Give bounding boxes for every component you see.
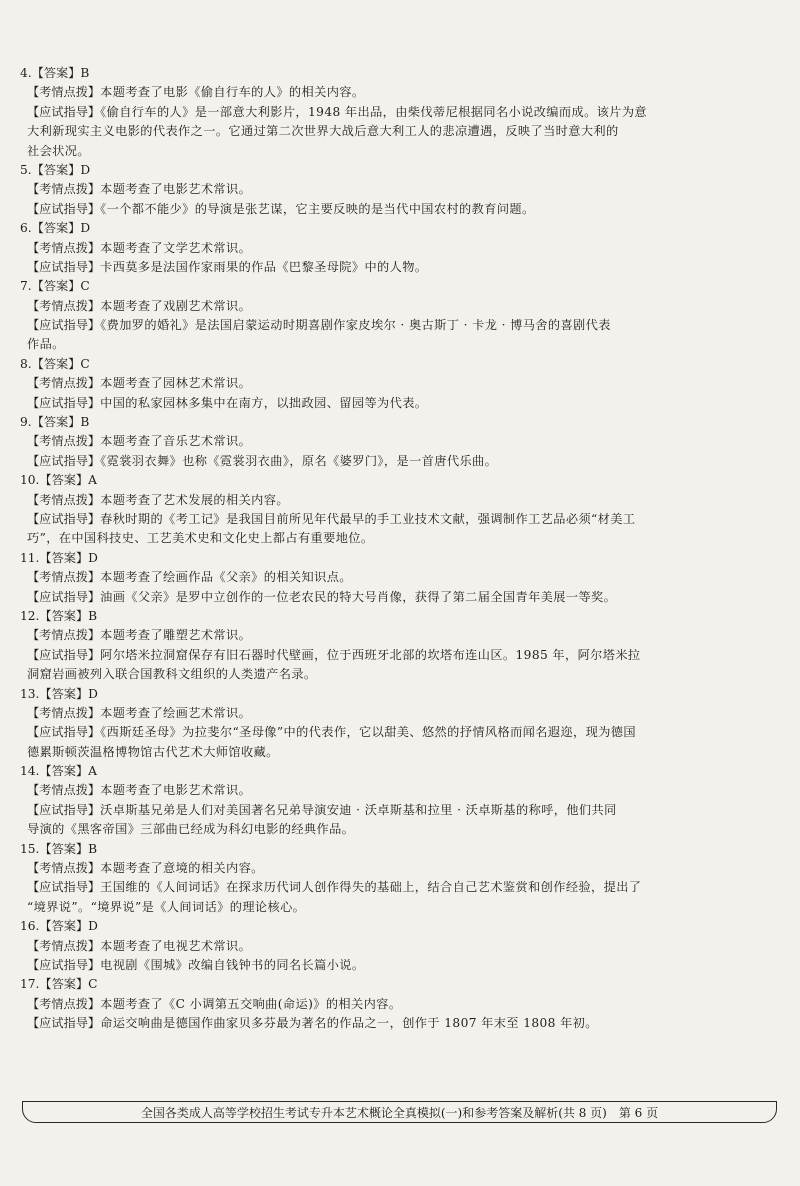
point-label: 【考情点拨】: [27, 182, 101, 197]
answer-item: [0, 219, 800, 277]
answer-label: 【答案】: [39, 608, 89, 623]
answer-item: [0, 471, 800, 549]
answer-value: B: [80, 66, 90, 80]
answer-value: C: [80, 356, 90, 371]
answer-label: 【答案】: [31, 279, 81, 294]
answer-label: 【答案】: [31, 162, 81, 177]
guide-label: 【应试指导】: [27, 880, 101, 895]
point-text: 本题考查了《C 小调第五交响曲(命运)》的相关内容。: [100, 996, 402, 1011]
point-label: 【考情点拨】: [27, 492, 101, 507]
point-label: 【考情点拨】: [27, 376, 101, 391]
guide-line: [0, 1014, 800, 1033]
guide-text: 阿尔塔米拉洞窟保存有旧石器时代壁画，位于西班牙北部的坎塔布连山区。1985 年，阿尔塔米拉: [100, 647, 641, 662]
guide-text: 社会状况。: [27, 143, 90, 158]
answer-value: B: [88, 841, 98, 856]
guide-text: 《费加罗的婚礼》是法国启蒙运动时期喜剧作家皮埃尔 · 奥古斯丁 · 卡龙 · 博马舍的喜剧代表: [100, 318, 611, 333]
question-number: 13.: [20, 686, 40, 701]
point-text: 本题考查了戏剧艺术常识。: [100, 298, 252, 313]
guide-text: “境界说”。“境界说”是《人间词话》的理论核心。: [27, 899, 306, 914]
guide-text: 沃卓斯基兄弟是人们对美国著名兄弟导演安迪 · 沃卓斯基和拉里 · 沃卓斯基的称呼，他们共同: [100, 802, 617, 817]
answer-value: D: [80, 221, 91, 236]
point-label: 【考情点拨】: [27, 996, 101, 1011]
point-label: 【考情点拨】: [27, 783, 101, 798]
guide-text: 《一个都不能少》的导演是张艺谋，它主要反映的是当代中国农村的教育问题。: [100, 201, 535, 216]
answer-value: B: [88, 608, 98, 623]
answer-value: D: [88, 550, 98, 565]
guide-line: [0, 588, 800, 607]
question-number: 14.: [20, 764, 40, 779]
answer-value: B: [80, 415, 90, 430]
answer-item: [0, 917, 800, 975]
point-label: 【考情点拨】: [27, 938, 101, 953]
question-number: 8.: [20, 356, 32, 371]
guide-text: 《西斯廷圣母》为拉斐尔“圣母像”中的代表作，它以甜美、悠然的抒情风格而闻名遐迩，现为德国: [100, 725, 636, 740]
point-label: 【考情点拨】: [27, 628, 101, 643]
guide-label: 【应试指导】: [27, 957, 101, 972]
guide-text: 大利新现实主义电影的代表作之一。它通过第二次世界大战后意大利工人的悲凉遭遇，反映了当时意大利的: [27, 124, 619, 139]
answer-line: [0, 64, 800, 83]
answer-label: 【答案】: [39, 686, 89, 701]
guide-line: [0, 394, 800, 413]
guide-line: [0, 723, 800, 742]
guide-line: [0, 956, 800, 975]
answer-label: 【答案】: [39, 764, 89, 779]
guide-text: 王国维的《人间词话》在探求历代词人创作得失的基础上，结合自己艺术鉴赏和创作经验，提出了: [100, 880, 642, 895]
point-text: 本题考查了电影艺术常识。: [100, 783, 252, 798]
guide-text: 卡西莫多是法国作家雨果的作品《巴黎圣母院》中的人物。: [100, 259, 428, 274]
answer-item: [0, 607, 800, 685]
point-text: 本题考查了电影艺术常识。: [100, 182, 252, 197]
point-line: [0, 297, 800, 316]
answer-item: [0, 762, 800, 840]
point-text: 本题考查了意境的相关内容。: [100, 861, 264, 876]
answer-label: 【答案】: [31, 415, 81, 430]
guide-line: [0, 820, 800, 839]
guide-line: [0, 878, 800, 897]
point-label: 【考情点拨】: [27, 861, 101, 876]
answer-value: A: [88, 473, 97, 488]
point-label: 【考情点拨】: [27, 240, 101, 255]
answer-line: [0, 685, 800, 704]
point-line: [0, 937, 800, 956]
answer-item: [0, 277, 800, 355]
answer-value: C: [80, 279, 90, 294]
point-line: [0, 180, 800, 199]
guide-line: [0, 142, 800, 161]
point-line: [0, 995, 800, 1014]
question-number: 7.: [20, 279, 32, 294]
question-number: 10.: [20, 473, 40, 488]
guide-label: 【应试指导】: [27, 647, 101, 662]
answer-line: [0, 762, 800, 781]
guide-text: 巧”，在中国科技史、工艺美术史和文化史上都占有重要地位。: [27, 531, 374, 546]
answer-line: [0, 161, 800, 180]
guide-line: [0, 801, 800, 820]
answer-label: 【答案】: [39, 919, 89, 934]
answer-line: [0, 219, 800, 238]
answer-line: [0, 277, 800, 296]
guide-label: 【应试指导】: [27, 318, 101, 333]
guide-line: [0, 665, 800, 684]
answer-value: C: [88, 977, 98, 992]
guide-line: [0, 122, 800, 141]
answer-value: A: [88, 764, 97, 779]
point-line: [0, 704, 800, 723]
guide-text: 德累斯顿茨温格博物馆古代艺术大师馆收藏。: [27, 744, 279, 759]
point-text: 本题考查了电影《偷自行车的人》的相关内容。: [100, 85, 365, 100]
answer-value: D: [88, 919, 98, 934]
question-number: 11.: [20, 550, 40, 565]
answer-label: 【答案】: [31, 221, 81, 236]
question-number: 17.: [20, 977, 40, 992]
guide-line: [0, 452, 800, 471]
guide-text: 电视剧《围城》改编自钱钟书的同名长篇小说。: [100, 957, 365, 972]
point-line: [0, 239, 800, 258]
answer-line: [0, 607, 800, 626]
page-footer: 全国各类成人高等学校招生考试专升本艺术概论全真模拟(一)和参考答案及解析(共 8 页) 第 6 页: [22, 1101, 777, 1123]
guide-text: 中国的私家园林多集中在南方，以拙政园、留园等为代表。: [100, 395, 428, 410]
point-text: 本题考查了电视艺术常识。: [100, 938, 252, 953]
guide-label: 【应试指导】: [27, 104, 101, 119]
guide-line: [0, 743, 800, 762]
guide-line: [0, 258, 800, 277]
question-number: 6.: [20, 221, 32, 236]
answer-item: [0, 685, 800, 763]
point-line: [0, 432, 800, 451]
guide-text: 《霓裳羽衣舞》也称《霓裳羽衣曲》，原名《婆罗门》，是一首唐代乐曲。: [100, 453, 498, 468]
guide-text: 油画《父亲》是罗中立创作的一位老农民的特大号肖像，获得了第二届全国青年美展一等奖。: [100, 589, 617, 604]
answer-label: 【答案】: [39, 841, 89, 856]
answer-value: D: [88, 686, 98, 701]
guide-text: 洞窟岩画被列入联合国教科文组织的人类遗产名录。: [27, 667, 317, 682]
point-label: 【考情点拨】: [27, 434, 101, 449]
answer-line: [0, 840, 800, 859]
guide-text: 《偷自行车的人》是一部意大利影片，1948 年出品，由柴伐蒂尼根据同名小说改编而成。该片为意: [100, 104, 648, 119]
guide-line: [0, 510, 800, 529]
point-label: 【考情点拨】: [27, 570, 101, 585]
point-text: 本题考查了雕塑艺术常识。: [100, 628, 252, 643]
question-number: 12.: [20, 608, 40, 623]
question-number: 15.: [20, 841, 40, 856]
answer-item: [0, 64, 800, 161]
guide-label: 【应试指导】: [27, 259, 101, 274]
answer-line: [0, 471, 800, 490]
guide-line: [0, 646, 800, 665]
guide-line: [0, 529, 800, 548]
point-text: 本题考查了绘画艺术常识。: [100, 705, 252, 720]
answer-line: [0, 549, 800, 568]
point-line: [0, 374, 800, 393]
answer-label: 【答案】: [31, 356, 81, 371]
answer-line: [0, 355, 800, 374]
question-number: 5.: [20, 162, 32, 177]
question-number: 4.: [20, 66, 32, 80]
point-text: 本题考查了文学艺术常识。: [100, 240, 252, 255]
answer-line: [0, 917, 800, 936]
question-number: 9.: [20, 415, 32, 430]
point-text: 本题考查了音乐艺术常识。: [100, 434, 252, 449]
answer-label: 【答案】: [39, 977, 89, 992]
answer-item: [0, 413, 800, 471]
point-text: 本题考查了绘画作品《父亲》的相关知识点。: [100, 570, 352, 585]
guide-label: 【应试指导】: [27, 589, 101, 604]
guide-label: 【应试指导】: [27, 725, 101, 740]
point-text: 本题考查了园林艺术常识。: [100, 376, 252, 391]
guide-label: 【应试指导】: [27, 511, 101, 526]
guide-label: 【应试指导】: [27, 1016, 101, 1031]
guide-line: [0, 898, 800, 917]
guide-line: [0, 200, 800, 219]
answer-label: 【答案】: [31, 66, 81, 80]
answer-label: 【答案】: [39, 550, 89, 565]
answer-value: D: [80, 162, 91, 177]
answer-list: [0, 64, 800, 1034]
guide-text: 导演的《黑客帝国》三部曲已经成为科幻电影的经典作品。: [27, 822, 355, 837]
guide-text: 春秋时期的《考工记》是我国目前所见年代最早的手工业技术文献，强调制作工艺品必须“材美工: [100, 511, 636, 526]
point-line: [0, 83, 800, 102]
guide-label: 【应试指导】: [27, 201, 101, 216]
point-line: [0, 491, 800, 510]
guide-line: [0, 316, 800, 335]
point-label: 【考情点拨】: [27, 705, 101, 720]
point-line: [0, 626, 800, 645]
point-line: [0, 568, 800, 587]
answer-item: [0, 840, 800, 918]
answer-item: [0, 975, 800, 1033]
guide-line: [0, 103, 800, 122]
answer-label: 【答案】: [39, 473, 89, 488]
answer-item: [0, 355, 800, 413]
point-line: [0, 859, 800, 878]
answer-item: [0, 161, 800, 219]
question-number: 16.: [20, 919, 40, 934]
point-label: 【考情点拨】: [27, 85, 101, 100]
guide-line: [0, 335, 800, 354]
guide-text: 作品。: [27, 337, 65, 352]
guide-text: 命运交响曲是德国作曲家贝多芬最为著名的作品之一，创作于 1807 年末至 1808 年初。: [100, 1016, 598, 1031]
guide-label: 【应试指导】: [27, 395, 101, 410]
answer-line: [0, 975, 800, 994]
answer-line: [0, 413, 800, 432]
answer-item: [0, 549, 800, 607]
point-line: [0, 781, 800, 800]
guide-label: 【应试指导】: [27, 802, 101, 817]
point-text: 本题考查了艺术发展的相关内容。: [100, 492, 289, 507]
guide-label: 【应试指导】: [27, 453, 101, 468]
point-label: 【考情点拨】: [27, 298, 101, 313]
